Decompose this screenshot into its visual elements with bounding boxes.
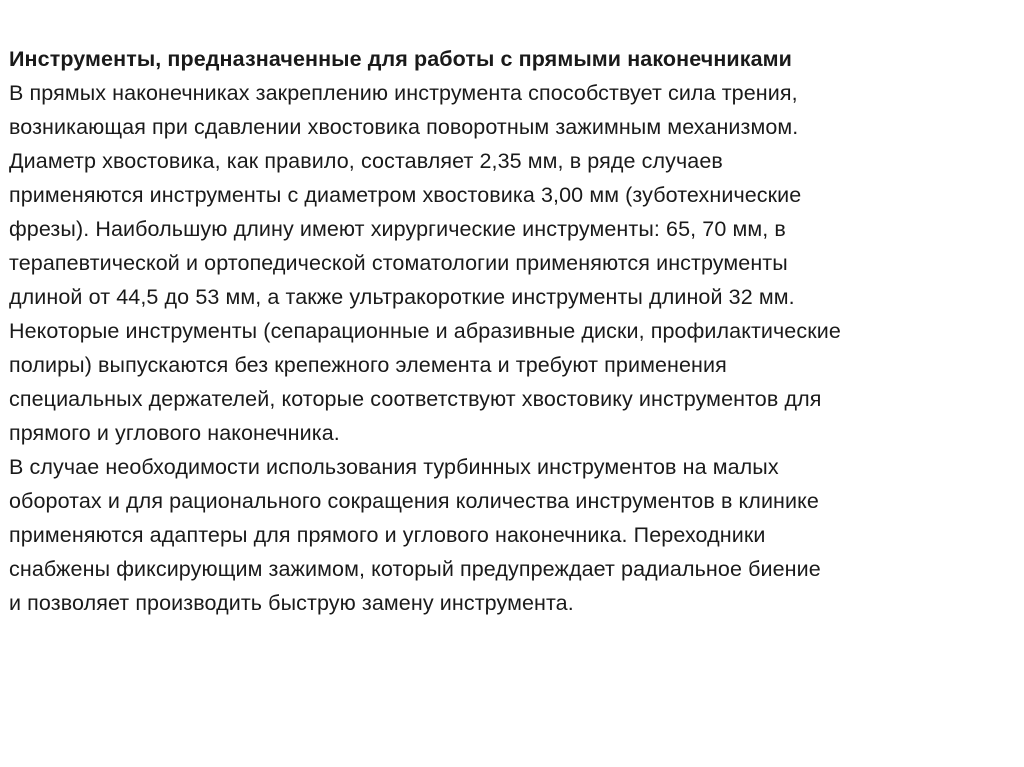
- paragraph-2: [9, 450, 1019, 620]
- paragraph-line: длиной от 44,5 до 53 мм, а также ультракороткие инструменты длиной 32 мм.: [9, 285, 795, 309]
- paragraph-line: возникающая при сдавлении хвостовика поворотным зажимным механизмом.: [9, 115, 799, 139]
- paragraph-line: полиры) выпускаются без крепежного элемента и требуют применения: [9, 353, 727, 377]
- slide-text-block: [9, 42, 1019, 620]
- paragraph-line: В случае необходимости использования турбинных инструментов на малых: [9, 455, 779, 479]
- paragraph-line: оборотах и для рационального сокращения количества инструментов в клинике: [9, 489, 819, 513]
- paragraph-line: Диаметр хвостовика, как правило, составляет 2,35 мм, в ряде случаев: [9, 149, 723, 173]
- paragraph-line: применяются инструменты с диаметром хвостовика 3,00 мм (зуботехнические: [9, 183, 802, 207]
- paragraph-line: прямого и углового наконечника.: [9, 421, 340, 445]
- paragraph-line: применяются адаптеры для прямого и углового наконечника. Переходники: [9, 523, 766, 547]
- paragraph-line: снабжены фиксирующим зажимом, который предупреждает радиальное биение: [9, 557, 821, 581]
- paragraph-line: и позволяет производить быструю замену инструмента.: [9, 591, 574, 615]
- paragraph-line: Некоторые инструменты (сепарационные и абразивные диски, профилактические: [9, 319, 841, 343]
- paragraph-line: терапевтической и ортопедической стоматологии применяются инструменты: [9, 251, 788, 275]
- paragraph-line: В прямых наконечниках закреплению инструмента способствует сила трения,: [9, 81, 798, 105]
- slide-title: Инструменты, предназначенные для работы с прямыми наконечниками: [9, 47, 792, 71]
- paragraph-1: [9, 76, 1019, 450]
- paragraph-line: специальных держателей, которые соответствуют хвостовику инструментов для: [9, 387, 822, 411]
- paragraph-line: фрезы). Наибольшую длину имеют хирургические инструменты: 65, 70 мм, в: [9, 217, 786, 241]
